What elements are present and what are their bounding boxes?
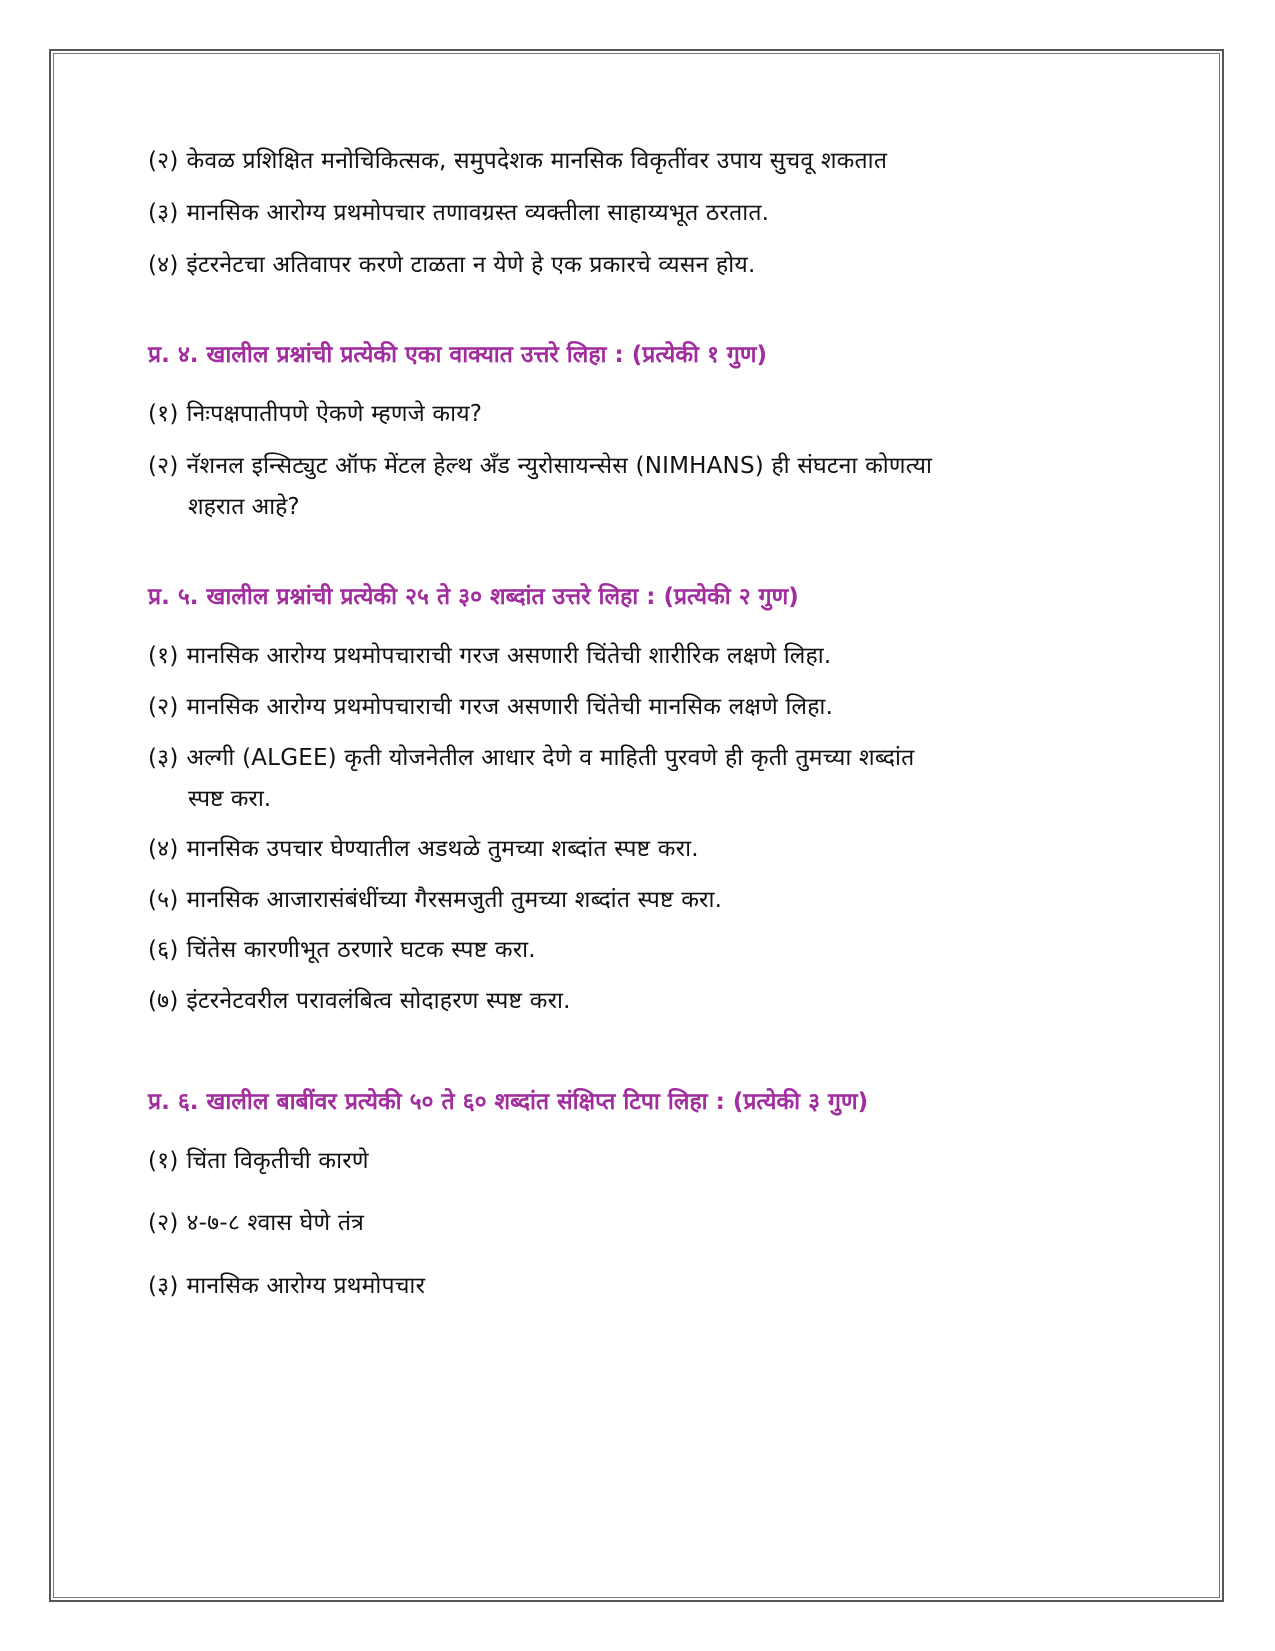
section-heading-q6: प्र. ६. खालील बाबींवर प्रत्येकी ५० ते ६० शब्दांत संक्षिप्त टिपा लिहा : (प्रत्येकी ३ गुण) (148, 1089, 869, 1115)
item-number: (१) (148, 643, 179, 669)
page-border-inner (53, 53, 1220, 1598)
item-text: अल्गी (ALGEE) कृती योजनेतील आधार देणे व माहिती पुरवणे ही कृती तुमच्या शब्दांत (186, 745, 915, 771)
list-item (148, 1271, 1138, 1301)
item-number: (२) (148, 453, 179, 479)
list-item (148, 250, 1138, 280)
item-text: मानसिक आरोग्य प्रथमोपचार तणावग्रस्त व्यक्तीला साहाय्यभूत ठरतात. (186, 200, 770, 226)
list-item (148, 743, 1138, 773)
item-number: (७) (148, 988, 179, 1014)
list-item (148, 399, 1138, 429)
item-text-continuation: स्पष्ट करा. (188, 786, 272, 812)
list-item (148, 146, 1138, 176)
item-text: चिंतेस कारणीभूत ठरणारे घटक स्पष्ट करा. (186, 937, 536, 963)
item-number: (४) (148, 836, 179, 862)
item-number: (४) (148, 252, 179, 278)
section-heading-q5: प्र. ५. खालील प्रश्नांची प्रत्येकी २५ ते ३० शब्दांत उत्तरे लिहा : (प्रत्येकी २ गुण) (148, 584, 799, 610)
item-number: (२) (148, 148, 179, 174)
list-item (148, 834, 1138, 864)
item-text: मानसिक उपचार घेण्यातील अडथळे तुमच्या शब्दांत स्पष्ट करा. (186, 836, 699, 862)
list-item (148, 451, 1138, 481)
list-item (148, 1146, 1138, 1176)
item-number: (३) (148, 745, 179, 771)
item-text: मानसिक आरोग्य प्रथमोपचाराची गरज असणारी चिंतेची मानसिक लक्षणे लिहा. (186, 694, 834, 720)
list-item (148, 641, 1138, 671)
item-number: (३) (148, 200, 179, 226)
item-text: चिंता विकृतीची कारणे (186, 1148, 369, 1174)
item-number: (१) (148, 401, 179, 427)
item-number: (३) (148, 1273, 179, 1299)
item-text: इंटरनेटवरील परावलंबित्व सोदाहरण स्पष्ट करा. (186, 988, 571, 1014)
item-text-continuation: शहरात आहे? (188, 494, 300, 520)
item-number: (२) (148, 694, 179, 720)
item-text: इंटरनेटचा अतिवापर करणे टाळता न येणे हे एक प्रकारचे व्यसन होय. (186, 252, 756, 278)
list-item (148, 885, 1138, 915)
item-text: मानसिक आरोग्य प्रथमोपचाराची गरज असणारी चिंतेची शारीरिक लक्षणे लिहा. (186, 643, 832, 669)
item-number: (१) (148, 1148, 179, 1174)
item-text: मानसिक आरोग्य प्रथमोपचार (186, 1273, 426, 1299)
item-number: (२) (148, 1210, 179, 1236)
list-item (148, 198, 1138, 228)
list-item (148, 1208, 1138, 1238)
item-number: (६) (148, 937, 179, 963)
item-number: (५) (148, 887, 179, 913)
item-text: मानसिक आजारासंबंधींच्या गैरसमजुती तुमच्या शब्दांत स्पष्ट करा. (186, 887, 723, 913)
section-heading-q4: प्र. ४. खालील प्रश्नांची प्रत्येकी एका वाक्यात उत्तरे लिहा : (प्रत्येकी १ गुण) (148, 342, 768, 368)
list-item (148, 986, 1138, 1016)
item-text: केवळ प्रशिक्षित मनोचिकित्सक, समुपदेशक मानसिक विकृतींवर उपाय सुचवू शकतात (186, 148, 888, 174)
item-text: ४-७-८ श्वास घेणे तंत्र (186, 1210, 365, 1236)
list-item (148, 692, 1138, 722)
item-text: निःपक्षपातीपणे ऐकणे म्हणजे काय? (186, 401, 483, 427)
list-item (148, 935, 1138, 965)
item-text: नॅशनल इन्सिट्युट ऑफ मेंटल हेल्थ अँड न्युरोसायन्सेस (NIMHANS) ही संघटना कोणत्या (186, 453, 933, 479)
